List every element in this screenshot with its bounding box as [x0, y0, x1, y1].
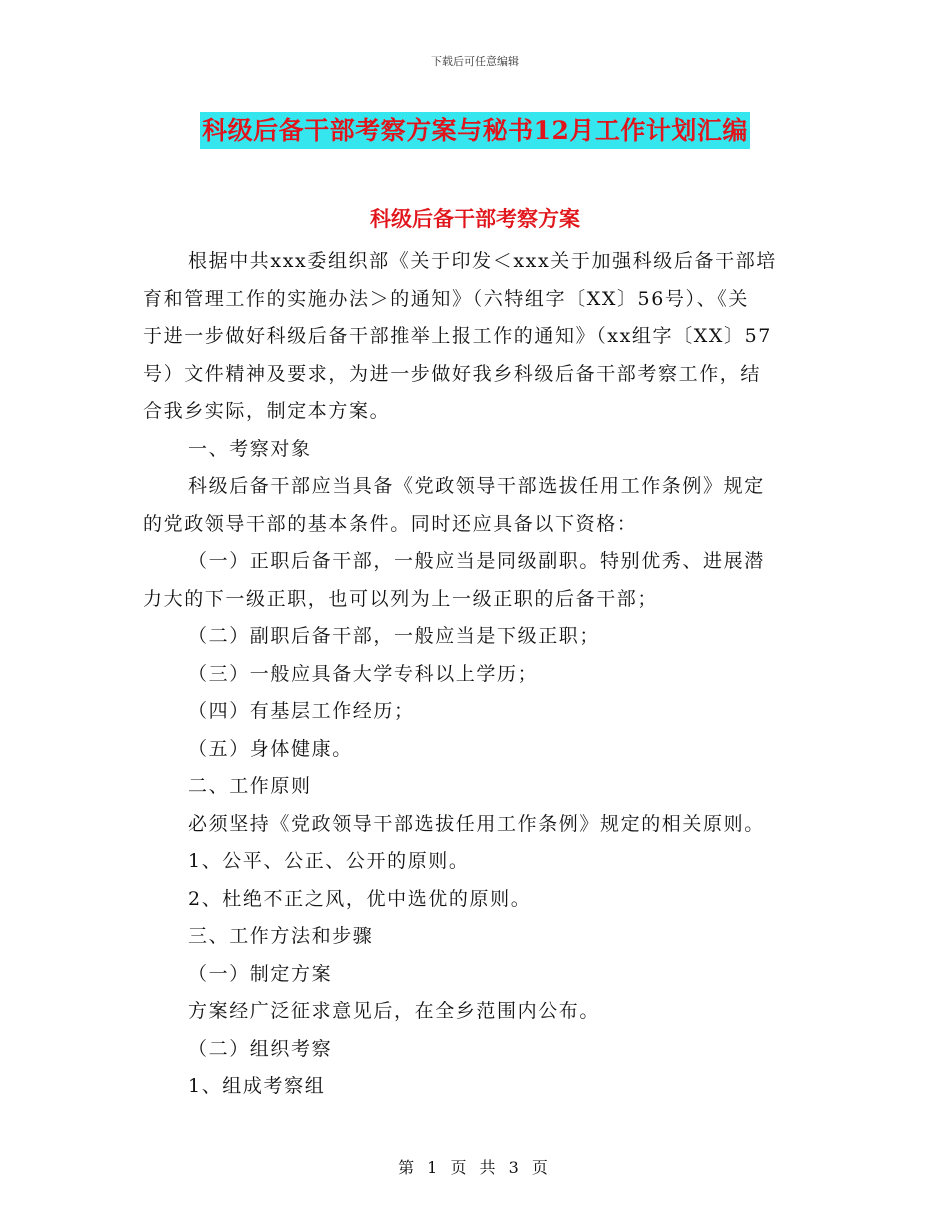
paragraph-line: （一）正职后备干部，一般应当是同级副职。特别优秀、进展潜 — [188, 550, 765, 572]
paragraph-line: 根据中共xxx委组织部《关于印发＜xxx关于加强科级后备干部培 — [188, 250, 777, 272]
paragraph-line: 1、公平、公正、公开的原则。 — [188, 850, 470, 872]
document-title — [0, 114, 950, 148]
heading-line: 二、工作原则 — [188, 775, 312, 797]
paragraph-line: 合我乡实际，制定本方案。 — [143, 400, 391, 422]
paragraph-line: 2、杜绝不正之风，优中选优的原则。 — [188, 887, 532, 910]
paragraph-line: 于进一步做好科级后备干部推举上报工作的通知》（xx组字〔XX〕57 — [143, 325, 772, 347]
paragraph-line: 必须坚持《党政领导干部选拔任用工作条例》规定的相关原则。 — [188, 812, 765, 835]
subheading-line: （一）制定方案 — [188, 962, 333, 985]
paragraph-line: 号）文件精神及要求，为进一步做好我乡科级后备干部考察工作，结 — [143, 362, 762, 385]
paragraph-line: （二）副职后备干部，一般应当是下级正职； — [188, 625, 601, 647]
subheading-line: （二）组织考察 — [188, 1037, 333, 1060]
paragraph-line: （五）身体健康。 — [188, 737, 353, 760]
paragraph-line: 力大的下一级正职，也可以列为上一级正职的后备干部； — [143, 587, 659, 610]
paragraph-line: （三）一般应具备大学专科以上学历； — [188, 662, 539, 685]
heading-line: 三、工作方法和步骤 — [188, 925, 374, 947]
paragraph-line: 方案经广泛征求意见后，在全乡范围内公布。 — [188, 1000, 601, 1022]
heading-line: 一、考察对象 — [188, 437, 312, 460]
section-title: 科级后备干部考察方案 — [370, 206, 580, 231]
document-body — [143, 243, 805, 1106]
paragraph-line: （四）有基层工作经历； — [188, 700, 415, 722]
document-title-text: 科级后备干部考察方案与秘书12月工作计划汇编 — [200, 112, 750, 149]
paragraph-line: 1、组成考察组 — [188, 1075, 326, 1097]
header-note: 下载后可任意编辑 — [431, 55, 519, 68]
page-footer: 第 1 页 共 3 页 — [398, 1158, 552, 1177]
paragraph-line: 育和管理工作的实施办法＞的通知》（六特组字〔XX〕56号）、《关 — [143, 287, 749, 310]
paragraph-line: 的党政领导干部的基本条件。同时还应具备以下资格： — [143, 512, 638, 535]
paragraph-line: 科级后备干部应当具备《党政领导干部选拔任用工作条例》规定 — [188, 475, 765, 497]
